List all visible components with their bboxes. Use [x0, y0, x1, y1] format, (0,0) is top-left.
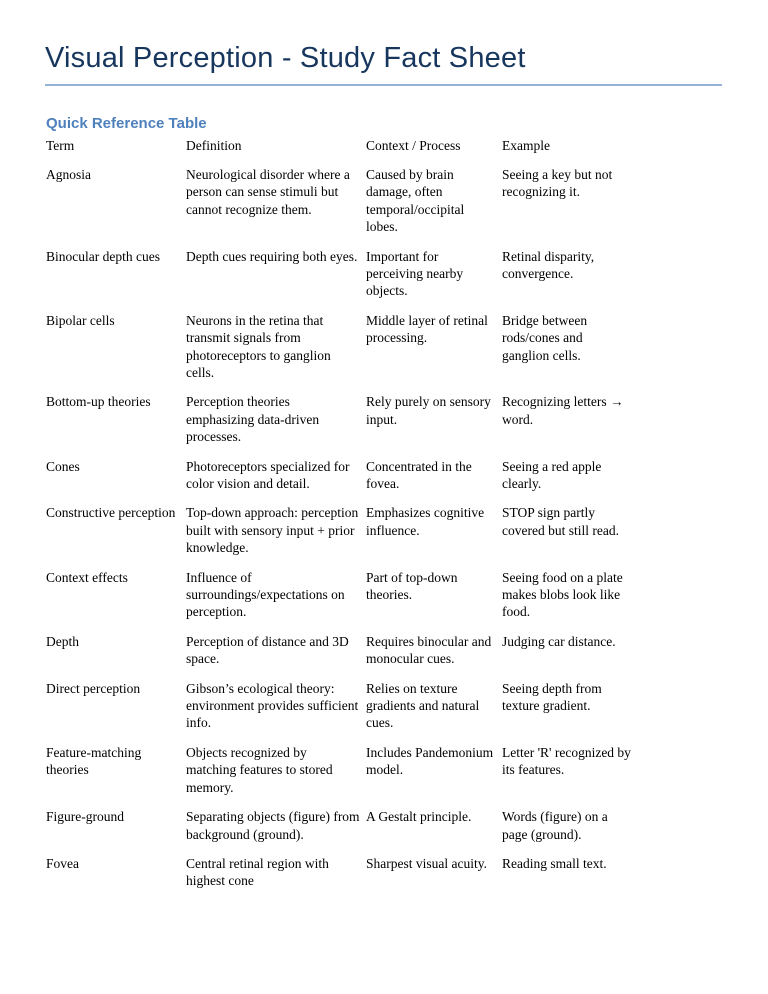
cell-context: Rely purely on sensory input. — [366, 394, 491, 427]
cell-example: Judging car distance. — [502, 633, 616, 649]
cell-term: Bottom-up theories — [46, 394, 151, 410]
cell-example: Letter 'R' recognized by its features. — [502, 744, 631, 778]
cell-context: Relies on texture gradients and natural cues. — [366, 680, 480, 731]
title-divider — [45, 84, 722, 86]
cell-example: Words (figure) on a page (ground). — [502, 809, 608, 842]
header-context: Context / Process — [366, 138, 461, 153]
cell-example: Seeing a red apple clearly. — [502, 458, 602, 491]
cell-definition: Central retinal region with highest cone — [186, 855, 329, 889]
header-term: Term — [46, 138, 75, 153]
cell-context: Important for perceiving nearby objects. — [366, 248, 464, 299]
cell-context: Includes Pandemonium model. — [366, 744, 494, 778]
cell-term: Direct perception — [46, 680, 141, 696]
table-header-row — [46, 137, 726, 166]
table-row — [46, 808, 726, 855]
cell-definition: Separating objects (figure) from background (ground). — [186, 809, 360, 842]
cell-definition: Photoreceptors specialized for color vision and detail. — [186, 458, 350, 491]
cell-term: Feature-matching theories — [46, 744, 142, 778]
cell-term: Agnosia — [46, 166, 91, 182]
cell-context: Concentrated in the fovea. — [366, 458, 472, 491]
cell-definition: Depth cues requiring both eyes. — [186, 248, 358, 264]
cell-term: Figure-ground — [46, 809, 124, 825]
table-row — [46, 166, 726, 248]
quick-reference-table — [46, 137, 726, 902]
cell-context: A Gestalt principle. — [366, 809, 472, 825]
cell-example: Bridge between rods/cones and ganglion cells. — [502, 312, 588, 363]
cell-term: Depth — [46, 633, 79, 649]
cell-example: Recognizing letters → word. — [502, 394, 624, 427]
header-definition: Definition — [186, 138, 242, 153]
cell-definition: Neurons in the retina that transmit signals from photoreceptors to ganglion cells. — [186, 312, 331, 380]
cell-definition: Perception theories emphasizing data-driven processes. — [186, 394, 320, 445]
cell-definition: Neurological disorder where a person can sense stimuli but cannot recognize them. — [186, 166, 350, 217]
cell-definition: Perception of distance and 3D space. — [186, 633, 349, 667]
cell-example: STOP sign partly covered but still read. — [502, 505, 619, 538]
cell-context: Emphasizes cognitive influence. — [366, 505, 485, 538]
table-row — [46, 393, 726, 457]
table-row — [46, 855, 726, 902]
table-row — [46, 504, 726, 568]
cell-context: Caused by brain damage, often temporal/occipital lobes. — [366, 166, 465, 235]
header-example: Example — [502, 138, 550, 153]
cell-term: Constructive perception — [46, 505, 176, 521]
cell-definition: Top-down approach: perception built with sensory input + prior knowledge. — [186, 505, 359, 556]
table-row — [46, 680, 726, 744]
cell-context: Middle layer of retinal processing. — [366, 312, 488, 346]
page-title: Visual Perception - Study Fact Sheet — [45, 42, 526, 74]
cell-example: Seeing a key but not recognizing it. — [502, 166, 613, 200]
cell-term: Binocular depth cues — [46, 248, 160, 264]
table-row — [46, 744, 726, 808]
cell-context: Sharpest visual acuity. — [366, 855, 487, 871]
cell-term: Cones — [46, 458, 80, 474]
table-row — [46, 569, 726, 633]
table-row — [46, 633, 726, 680]
cell-context: Requires binocular and monocular cues. — [366, 633, 492, 667]
cell-definition: Gibson’s ecological theory: environment provides sufficient info. — [186, 680, 359, 731]
cell-definition: Influence of surroundings/expectations on perception. — [186, 569, 345, 620]
cell-definition: Objects recognized by matching features to stored memory. — [186, 744, 333, 795]
cell-example: Retinal disparity, convergence. — [502, 248, 595, 281]
table-row — [46, 312, 726, 394]
cell-example: Seeing food on a plate makes blobs look like food. — [502, 569, 623, 620]
section-heading: Quick Reference Table — [46, 115, 207, 132]
cell-term: Bipolar cells — [46, 312, 115, 328]
cell-term: Context effects — [46, 569, 128, 585]
table-row — [46, 458, 726, 505]
table-row — [46, 248, 726, 312]
cell-example: Reading small text. — [502, 855, 607, 871]
cell-term: Fovea — [46, 855, 79, 871]
cell-example: Seeing depth from texture gradient. — [502, 680, 602, 714]
cell-context: Part of top-down theories. — [366, 569, 458, 603]
